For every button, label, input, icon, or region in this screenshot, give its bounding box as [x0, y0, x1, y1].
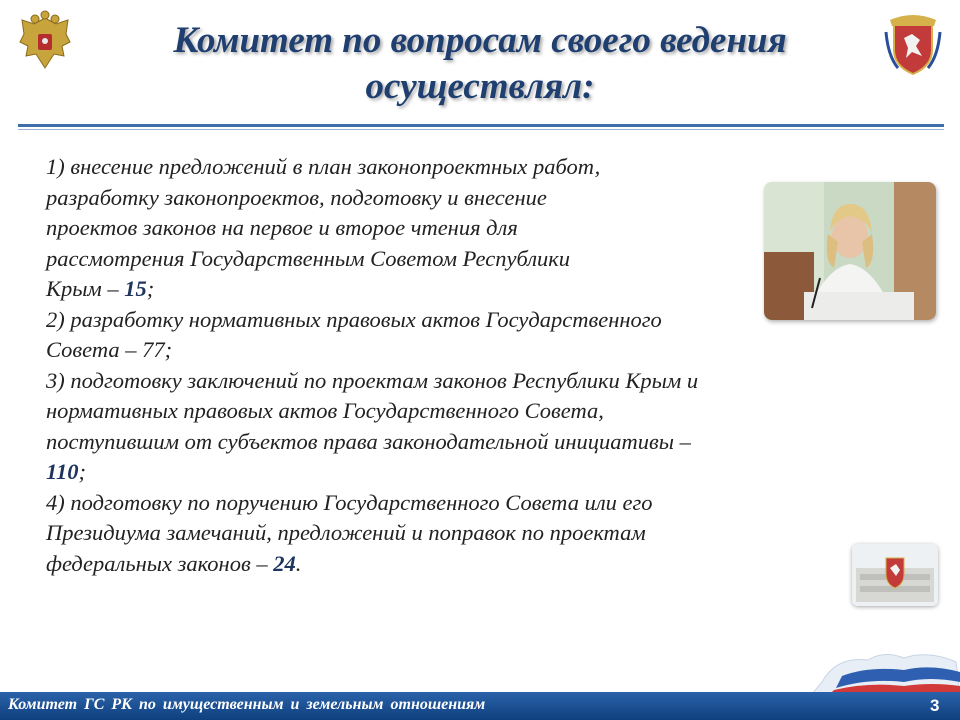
footer-committee-name: Комитет ГС РК по имущественным и земельным отношениям [8, 696, 486, 713]
item-1-value: 15 [124, 276, 147, 301]
footer-bar [0, 692, 960, 720]
item-1-text: Крым – [46, 276, 125, 301]
crimea-flag-map-icon [812, 642, 960, 694]
item-3-line-3: поступившим от субъектов права законодательной инициативы – [46, 428, 691, 454]
chairperson-photo [764, 182, 936, 320]
title-line-2: осуществлял: [365, 66, 595, 107]
item-3-value: 110 [46, 459, 79, 484]
item-1-line-3: проектов законов на первое и второе чтения для [46, 215, 518, 240]
item-4-line-1: 4) подготовку по поручению Государственного Совета или его [46, 489, 653, 515]
item-4-line-2: Президиума замечаний, предложений и поправок по проектам [46, 520, 646, 545]
item-1-line-4: рассмотрения Государственным Советом Республики [46, 245, 571, 271]
title-divider [18, 124, 944, 127]
item-1-line-1: 1) внесение предложений в план законопроектных работ, [46, 154, 601, 179]
item-4-line-3 [46, 549, 926, 580]
item-4-value: 24 [273, 550, 296, 576]
parliament-building-photo [852, 544, 938, 606]
slide-title [90, 18, 870, 110]
item-4-text: федеральных законов – [46, 550, 274, 576]
item-3-line-4 [46, 457, 926, 488]
item-3-tail: ; [78, 459, 87, 484]
item-2-line-2: Совета – 77; [46, 337, 173, 362]
russia-coat-of-arms-icon [14, 10, 76, 76]
item-3-line-2: нормативных правовых актов Государственного Совета, [46, 398, 604, 423]
item-1-line-2: разработку законопроектов, подготовку и внесение [46, 184, 547, 210]
page-number: 3 [930, 696, 940, 715]
item-2-line-1: 2) разработку нормативных правовых актов Государственного [46, 306, 662, 332]
item-1-tail: ; [146, 276, 155, 301]
item-3-line-1: 3) подготовку заключений по проектам законов Республики Крым и [46, 367, 699, 393]
item-4-tail: . [295, 550, 302, 576]
title-divider-thin [18, 129, 944, 130]
title-line-1: Комитет по вопросам своего ведения [173, 20, 787, 61]
crimea-coat-of-arms-icon [884, 12, 942, 76]
